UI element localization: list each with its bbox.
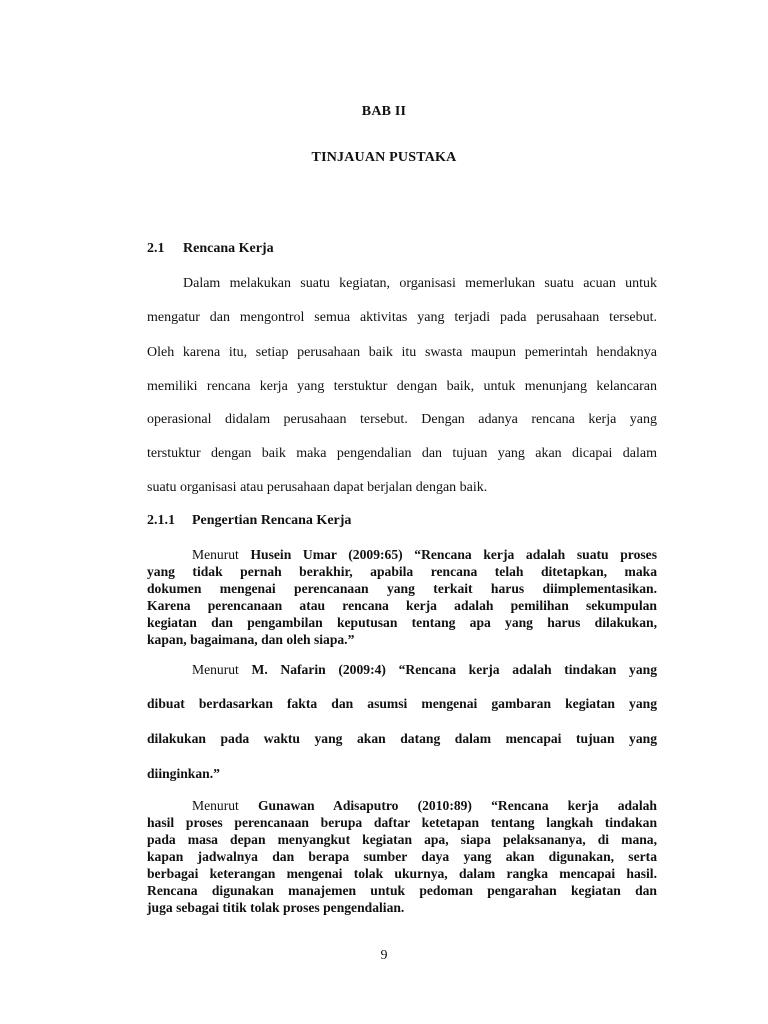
section-title: Pengertian Rencana Kerja xyxy=(192,513,352,528)
paragraph-line: suatu organisasi atau perusahaan dapat berjalan dengan baik. xyxy=(147,480,488,495)
quote-nafarin-line xyxy=(147,661,657,678)
section-number: 2.1 xyxy=(147,241,165,256)
quote-line: dibuat berdasarkan fakta dan asumsi mengenai gambaran kegiatan yang xyxy=(147,696,657,711)
chapter-title: TINJAUAN PUSTAKA xyxy=(311,150,457,165)
quote-line: yang tidak pernah berakhir, apabila rencana telah ditetapkan, maka xyxy=(147,564,657,579)
paragraph-line: terstuktur dengan baik maka pengendalian dan tujuan yang akan dicapai dalam xyxy=(147,446,657,461)
quote-line: dokumen mengenai perencanaan yang terkait harus diimplementasikan. xyxy=(147,581,657,596)
section-2-1-heading xyxy=(147,240,657,257)
quote-husein-umar xyxy=(147,546,657,648)
quote-line: juga sebagai titik tolak proses pengendalian. xyxy=(147,900,405,915)
quote-nafarin-line xyxy=(147,730,657,747)
quote-line: kegiatan dan pengambilan keputusan tentang apa yang harus dilakukan, xyxy=(147,615,657,630)
paragraph-line: mengatur dan mengontrol semua aktivitas yang terjadi pada perusahaan tersebut. xyxy=(147,310,657,325)
quote-line: dilakukan pada waktu yang akan datang dalam mencapai tujuan yang xyxy=(147,731,657,746)
quote-lead: Menurut xyxy=(192,798,258,813)
quote-lead: Menurut xyxy=(192,547,251,562)
quote-lead: Menurut xyxy=(192,662,252,677)
paragraph-line: memiliki rencana kerja yang terstuktur dengan baik, untuk menunjang kelancaran xyxy=(147,379,657,394)
quote-line: Rencana digunakan manajemen untuk pedoman pengarahan kegiatan dan xyxy=(147,883,657,898)
page-number: 9 xyxy=(380,948,388,963)
quote-line xyxy=(147,661,657,678)
quote-line: diinginkan.” xyxy=(147,766,220,781)
quote-line xyxy=(147,546,657,563)
quote-line: hasil proses perencanaan berupa daftar ketetapan tentang langkah tindakan xyxy=(147,815,657,830)
quote-text: M. Nafarin (2009:4) “Rencana kerja adalah tindakan yang xyxy=(251,662,657,677)
quote-line: kapan jadwalnya dan berapa sumber daya yang akan digunakan, serta xyxy=(147,849,657,864)
paragraph-line: operasional didalam perusahaan tersebut. Dengan adanya rencana kerja yang xyxy=(147,412,657,427)
paragraph-line: Oleh karena itu, setiap perusahaan baik itu swasta maupun pemerintah hendaknya xyxy=(147,345,657,360)
paragraph-line: Dalam melakukan suatu kegiatan, organisasi memerlukan suatu acuan untuk xyxy=(183,276,657,291)
section-number: 2.1.1 xyxy=(147,513,175,528)
quote-line: Karena perencanaan atau rencana kerja adalah pemilihan sekumpulan xyxy=(147,598,657,613)
quote-line: pada masa depan menyangkut kegiatan apa, siapa pelaksananya, di mana, xyxy=(147,832,657,847)
quote-text: Husein Umar (2009:65) “Rencana kerja adalah suatu proses xyxy=(250,547,657,562)
quote-nafarin-line xyxy=(147,695,657,712)
quote-gunawan-adisaputro xyxy=(147,797,657,916)
quote-line xyxy=(147,797,657,814)
quote-line: kapan, bagaimana, dan oleh siapa.” xyxy=(147,632,355,647)
quote-line: berbagai keterangan mengenai tolak ukurnya, dalam rangka mencapai hasil. xyxy=(147,866,657,881)
quote-nafarin-line xyxy=(147,765,657,782)
section-2-1-1-heading xyxy=(147,512,657,529)
section-title: Rencana Kerja xyxy=(183,241,274,256)
quote-text: Gunawan Adisaputro (2010:89) “Rencana kerja adalah xyxy=(257,798,657,813)
chapter-heading: BAB II xyxy=(361,104,407,119)
